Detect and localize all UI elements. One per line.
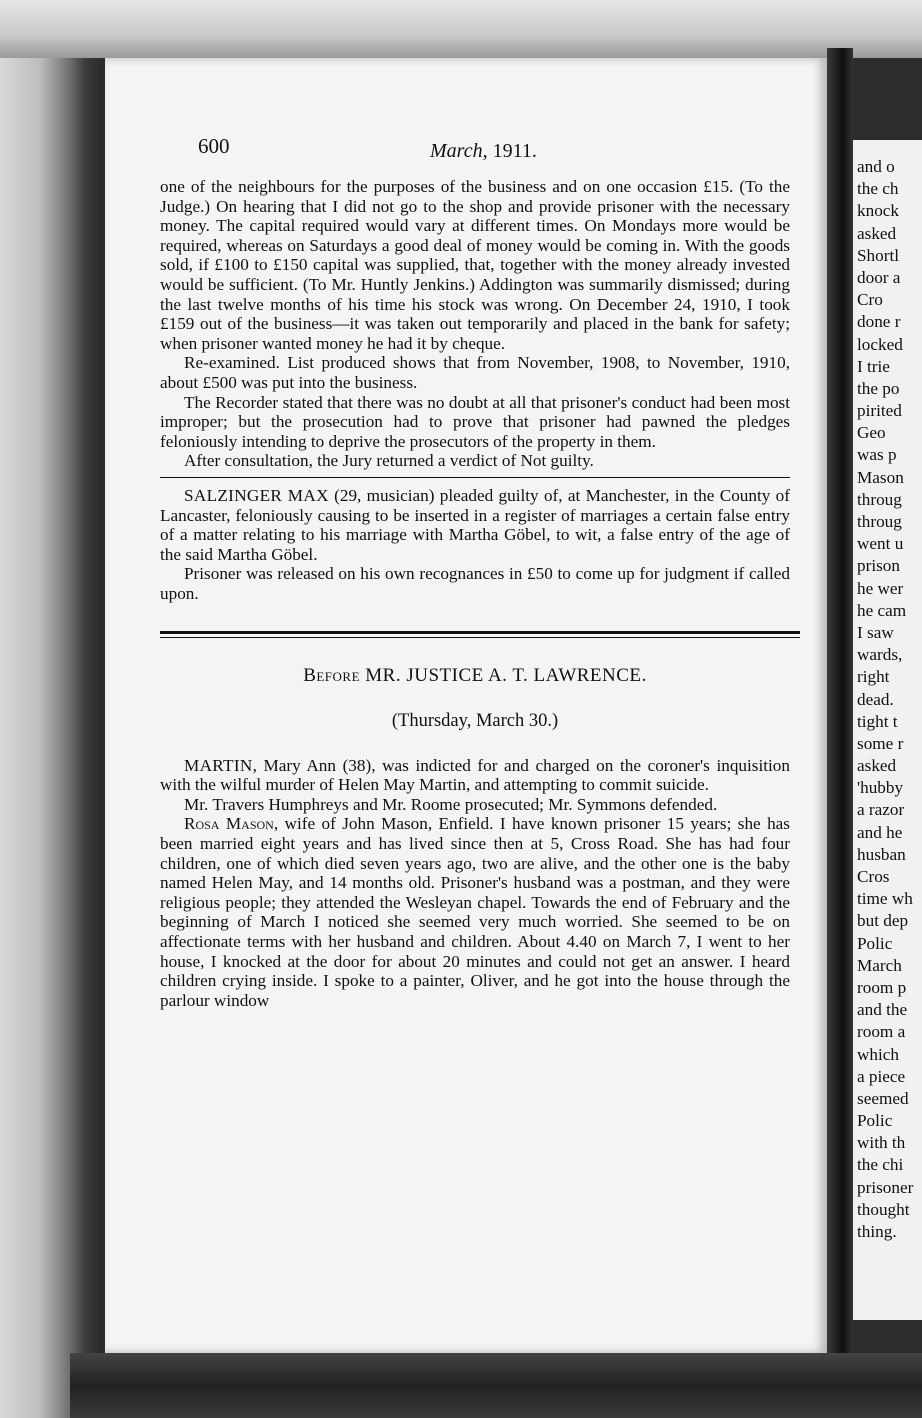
page-text-column (160, 134, 790, 1010)
right-page-line-fragment: Polic (857, 1111, 893, 1131)
defendant-name-martin: MARTIN (184, 755, 253, 775)
right-page-line-fragment: he cam (857, 600, 907, 620)
right-page-line-fragment: prison (857, 556, 900, 576)
right-page-line-fragment: Cros (857, 867, 890, 886)
case-divider-rule (160, 477, 790, 478)
right-page-line-fragment: asked (857, 223, 897, 243)
paragraph-martin-case (160, 756, 790, 795)
right-page-line-fragment: room p (857, 977, 907, 997)
right-page-line-fragment: the chi (857, 1155, 904, 1175)
right-page-text-fragments (857, 156, 922, 1243)
right-page (853, 140, 922, 1320)
right-page-line-fragment: tight t (857, 711, 898, 731)
right-page-line-fragment: I trie (857, 356, 890, 376)
right-page-line-fragment: knock (857, 201, 900, 221)
right-page-line-fragment: throug (857, 489, 902, 509)
paragraph-counsel: Mr. Travers Humphreys and Mr. Roome prosecuted; Mr. Symmons defended. (184, 794, 718, 814)
page-header (160, 134, 790, 177)
right-page-line-fragment: a piece (857, 1066, 906, 1086)
witness-name-rosa-mason: Rosa Mason (184, 814, 274, 834)
running-head-month: March (430, 140, 483, 162)
rosa-mason-testimony: , wife of John Mason, Enfield. I have known prisoner 15 years; she has been married eight years and has lived since then at 5, Cross Road. She has had four children, one of which died seven years ago, two are alive, and the other one is the baby named Helen May, and 14 months old. Prisoner's husband was a postman, and they were religious people; they attended the Wesleyan chapel. Towards the end of February and the beginning of March I noticed she seemed very much worried. She seemed to be on affectionate terms with her husband and children. About 4.40 on March 7, I went to her house, I knocked at the door for about 20 minutes and could not get an answer. I heard children crying inside. I spoke to a painter, Oliver, and he got into the house through the parlour window (160, 814, 790, 1010)
top-page-edge (0, 0, 922, 58)
right-page-line-fragment: and he (857, 822, 903, 842)
section-heading-judge (160, 666, 790, 686)
right-page-line-fragment: wards, (857, 645, 903, 665)
martin-charge-text: , Mary Ann (38), was indicted for and charged on the coroner's inquisition with the wilful murder of Helen May Martin, and attempting to commit suicide. (160, 755, 790, 795)
right-page-line-fragment: was p (857, 445, 897, 465)
right-page-line-fragment: with th (857, 1133, 906, 1153)
running-head-year: , 1911. (482, 140, 537, 162)
right-page-line-fragment: 'hubby (857, 778, 904, 798)
right-page-line-fragment: asked (857, 756, 897, 776)
paragraph-verdict: After consultation, the Jury returned a verdict of Not guilty. (184, 451, 594, 471)
section-divider-double-rule (160, 631, 800, 638)
right-page-line-fragment: locked (857, 334, 903, 354)
right-page-line-fragment: the po (857, 378, 900, 398)
book-gutter (827, 48, 853, 1368)
right-page-line-fragment: went u (857, 534, 904, 554)
right-page-line-fragment: Geo (857, 423, 886, 443)
paragraph-salzinger-case (160, 486, 790, 564)
paragraph-salzinger-sentence: Prisoner was released on his own recognances in £50 to come up for judgment if called upon. (160, 564, 790, 603)
right-page-line-fragment: Polic (857, 933, 893, 953)
paragraph-recorder-statement: The Recorder stated that there was no doubt at all that prisoner's conduct had been most improper; but the prosecution had to prove that prisoner had pawned the pledges feloniously intending to deprive the prosecutors of the property in them. (160, 392, 790, 451)
paragraph-rosa-mason-evidence (160, 814, 790, 1010)
right-page-line-fragment: I saw (857, 622, 894, 642)
right-page-line-fragment: he wer (857, 578, 904, 598)
right-page-line-fragment: and the (857, 1000, 908, 1020)
section-before-label: Before (303, 665, 361, 687)
section-date-heading: (Thursday, March 30.) (391, 711, 559, 732)
right-page-line-fragment: Mason (857, 467, 904, 487)
right-page-line-fragment: dead. (857, 689, 894, 709)
right-page-line-fragment: March (857, 955, 902, 975)
right-page-line-fragment: door a (857, 267, 901, 287)
right-page-line-fragment: thing. (857, 1222, 897, 1241)
right-page-line-fragment: some r (857, 733, 904, 753)
right-page-line-fragment: seemed (857, 1088, 909, 1108)
paragraph-re-examined: Re-examined. List produced shows that from November, 1908, to November, 1910, about £500 was put into the business. (160, 353, 790, 392)
right-page-line-fragment: which (857, 1044, 900, 1064)
right-page-line-fragment: husban (857, 844, 906, 864)
paragraph-evidence-continued: one of the neighbours for the purposes of the business and on one occasion £15. (To the Judge.) On hearing that I did not go to the shop and provide prisoner with the necessary money. The capital required would vary at different times. On Mondays more would be required, whereas on Saturdays a good deal of money would be coming in. With the goods sold, if £100 to £150 capital was supplied, that, together with the money already invested would be sufficient. (To Mr. Huntly Jenkins.) Addington was summarily dismissed; during the last twelve months of his time his stock was wrong. On December 24, 1910, I took £159 out of the business—it was taken out temporarily and placed in the bank for safety; when prisoner wanted money he had it by cheque. (160, 177, 790, 353)
right-page-line-fragment: Shortl (857, 245, 900, 265)
right-page-line-fragment: prisoner (857, 1177, 914, 1197)
right-page-line-fragment: and o (857, 157, 895, 176)
right-page-line-fragment: Cro (857, 290, 883, 310)
right-page-line-fragment: thought (857, 1199, 910, 1219)
right-page-line-fragment: the ch (857, 179, 899, 199)
right-page-line-fragment: a razor (857, 800, 905, 820)
bottom-page-edge (70, 1353, 922, 1418)
right-page-line-fragment: throug (857, 512, 902, 531)
right-page-line-fragment: done r (857, 312, 901, 332)
right-page-line-fragment: time wh (857, 889, 913, 909)
page-number: 600 (198, 134, 230, 158)
right-page-line-fragment: room a (857, 1022, 906, 1042)
right-page-line-fragment: but dep (857, 911, 909, 931)
defendant-name-salzinger: SALZINGER MAX (184, 485, 329, 505)
salzinger-charge-text: (29, musician) pleaded guilty of, at Manchester, in the County of Lancaster, feloniously causing to be inserted in a register of marriages a certain false entry of a matter relating to his marriage with Martha Göbel, to wit, a false entry of the age of the said Martha Göbel. (160, 485, 790, 564)
right-page-line-fragment: right (857, 667, 890, 687)
section-judge-name: MR. JUSTICE A. T. LAWRENCE. (360, 665, 647, 687)
running-head (430, 142, 537, 162)
right-page-line-fragment: pirited (857, 401, 902, 421)
